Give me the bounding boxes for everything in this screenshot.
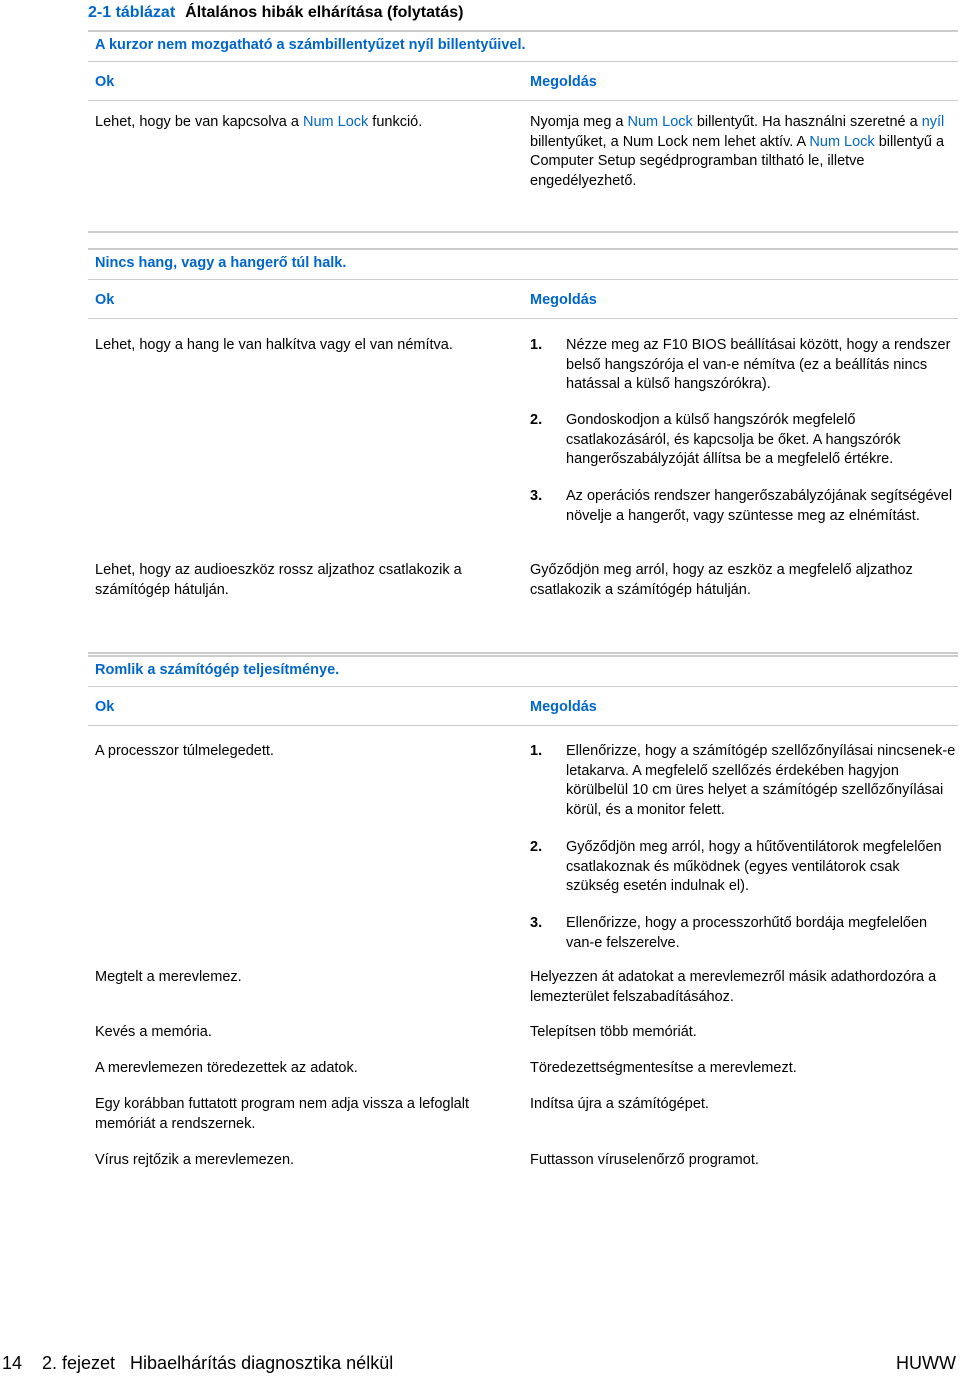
- cause-cell: Egy korábban futtatott program nem adja vissza a lefoglalt memóriát a rendszernek.: [95, 1096, 469, 1132]
- column-headers: [88, 61, 958, 100]
- section-title: A kurzor nem mozgatható a számbillentyűzet nyíl billentyűivel.: [88, 30, 958, 61]
- step-text: Nézze meg az F10 BIOS beállításai között, hogy a rendszer belső hangszórója el van-e némítva (ez a beállítás nincs hatással a külső hangszórókra).: [566, 337, 951, 392]
- table-number: 2-1 táblázat: [88, 4, 176, 21]
- section-title: Romlik a számítógép teljesítménye.: [88, 655, 958, 686]
- cause-cell: A merevlemezen töredezettek az adatok.: [95, 1060, 358, 1076]
- page-number: 14: [2, 1353, 23, 1373]
- solution-cell: Telepítsen több memóriát.: [530, 1024, 697, 1040]
- table-body: [88, 318, 958, 652]
- cause-header: Ok: [95, 699, 115, 715]
- cause-cell: Lehet, hogy a hang le van halkítva vagy el van némítva.: [95, 337, 453, 353]
- solution-cell: Futtasson víruselenőrző programot.: [530, 1152, 759, 1168]
- section-divider: [88, 652, 958, 654]
- chapter-title: 2. fejezet Hibaelhárítás diagnosztika nélkül: [42, 1353, 394, 1373]
- step-number: 3.: [530, 915, 543, 931]
- section-title: Nincs hang, vagy a hangerő túl halk.: [88, 248, 958, 279]
- key-name: Num Lock: [302, 114, 369, 130]
- text-run: billentyűt. Ha használni szeretné a: [692, 114, 922, 130]
- table-body: [88, 725, 958, 1266]
- cause-cell: Vírus rejtőzik a merevlemezen.: [95, 1152, 295, 1168]
- solution-cell: Helyezzen át adatokat a merevlemezről másik adathordozóra a lemezterület felszabadításához.: [530, 969, 937, 1005]
- solution-cell: Indítsa újra a számítógépet.: [530, 1096, 709, 1112]
- cause-cell: Lehet, hogy az audioeszköz rossz aljzathoz csatlakozik a számítógép hátulján.: [95, 562, 462, 598]
- brand-code: HUWW: [896, 1353, 956, 1373]
- table-title: Általános hibák elhárítása (folytatás): [185, 4, 464, 21]
- key-name: nyíl: [921, 114, 945, 130]
- text-run: Lehet, hogy be van kapcsolva a: [95, 114, 303, 130]
- step-text: Győződjön meg arról, hogy a hűtőventilátorok megfelelően csatlakoznak és működnek (egyes ventilátorok csak szükség esetén indulnak el).: [566, 839, 942, 894]
- step-text: Az operációs rendszer hangerőszabályzójának segítségével növelje a hangerőt, vagy szüntesse meg az elnémítást.: [566, 488, 953, 524]
- section-performance: [88, 655, 958, 1266]
- step-text: Gondoskodjon a külső hangszórók megfelelő csatlakozásáról, és kapcsolja be őket. A hangszórók hangerőszabályzóját állítsa be a megfelelő értékre.: [566, 412, 901, 467]
- section-divider: [88, 231, 958, 233]
- step-text: Ellenőrizze, hogy a számítógép szellőzőnyílásai nincsenek-e letakarva. A megfelelő szellőzés érdekében hagyjon körülbelül 10 cm üres helyet a számítógép szellőzőnyílásai körül, és a monitor felett.: [566, 743, 956, 818]
- cause-cell: A processzor túlmelegedett.: [95, 743, 274, 759]
- solution-cell: [530, 113, 955, 191]
- section-numlock: [88, 30, 958, 233]
- cause-header: Ok: [95, 74, 115, 90]
- cause-cell: Kevés a memória.: [95, 1024, 212, 1040]
- solution-header: Megoldás: [530, 74, 597, 90]
- cause-header: Ok: [95, 292, 115, 308]
- table-caption: [88, 4, 463, 22]
- column-headers: [88, 686, 958, 725]
- column-headers: [88, 279, 958, 318]
- text-run: billentyű a Computer Setup segédprogramban tiltható le, illetve engedélyezhető.: [530, 133, 945, 189]
- step-text: Ellenőrizze, hogy a processzorhűtő bordája megfelelően van-e felszerelve.: [566, 915, 928, 951]
- table-body: [88, 100, 958, 231]
- step-number: 1.: [530, 743, 543, 759]
- key-name: Num Lock: [627, 114, 693, 130]
- solution-header: Megoldás: [530, 699, 597, 715]
- key-name: Num Lock: [809, 133, 875, 150]
- solution-cell: Töredezettségmentesítse a merevlemezt.: [530, 1060, 797, 1076]
- step-number: 2.: [530, 412, 543, 428]
- step-number: 2.: [530, 839, 543, 855]
- step-number: 1.: [530, 337, 543, 353]
- solution-cell: Győződjön meg arról, hogy az eszköz a megfelelő aljzathoz csatlakozik a számítógép hátulján.: [530, 562, 913, 598]
- solution-header: Megoldás: [530, 292, 597, 308]
- cause-cell: Megtelt a merevlemez.: [95, 969, 242, 985]
- text-run: funkció.: [368, 114, 423, 130]
- section-sound: [88, 248, 958, 654]
- text-run: billentyűket, a Num Lock nem lehet aktív. A: [530, 133, 810, 150]
- step-number: 3.: [530, 488, 543, 504]
- text-run: Nyomja meg a: [530, 114, 628, 130]
- cause-cell: [95, 113, 505, 133]
